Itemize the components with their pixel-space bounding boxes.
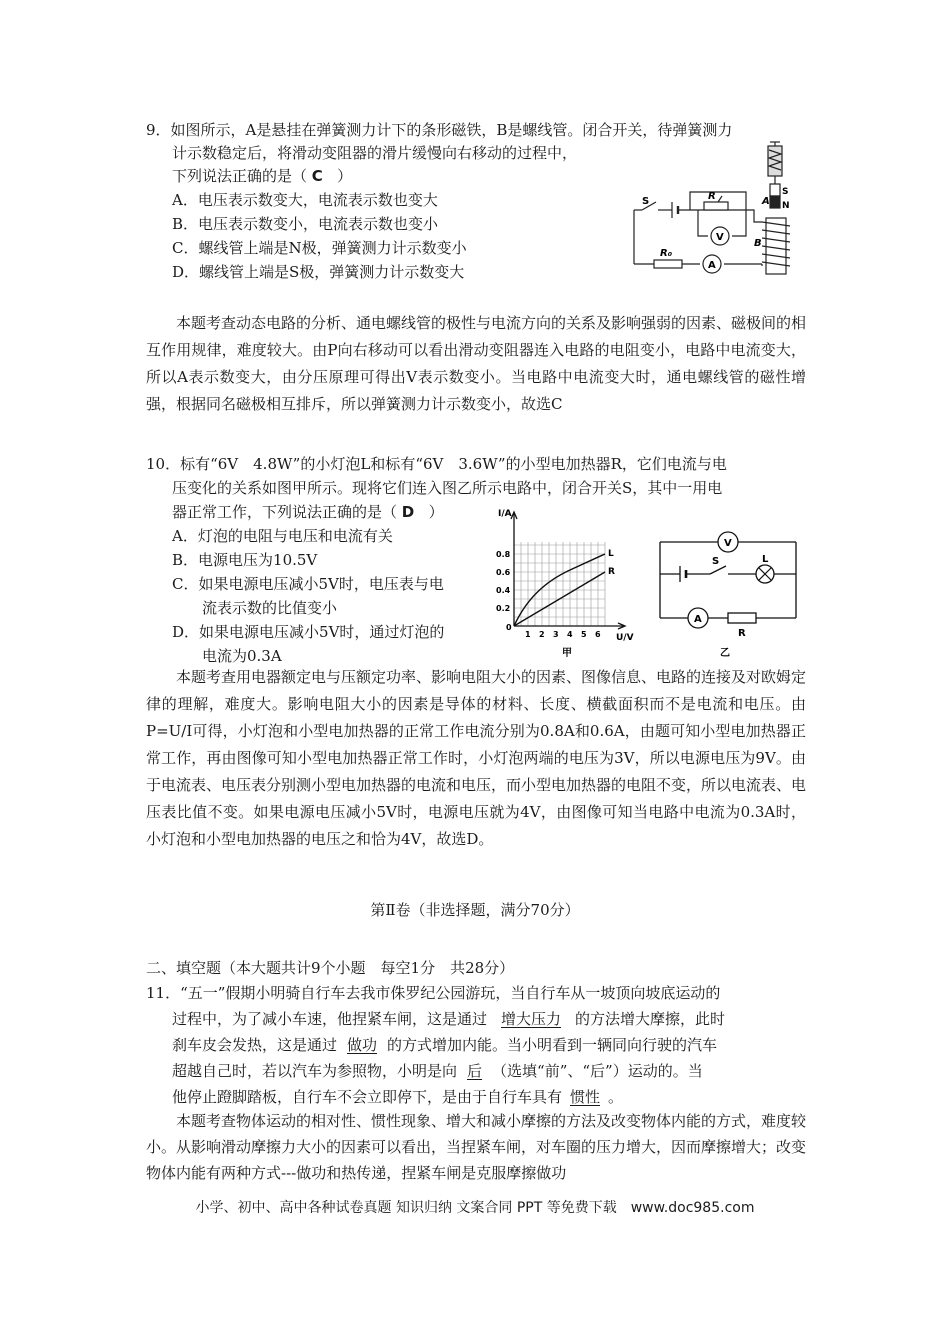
graph-caption: 甲 [562,648,572,659]
rheostat-label: R [708,191,716,202]
q10-option-c2: 流表示数的比值变小 [202,599,338,617]
q11-line4-a: 超越自己时，若以汽车为参照物，小明是向 [172,1062,458,1080]
fill-heading: 二、填空题（本大题共计9个小题 每空1分 共28分） [146,959,515,977]
section2-title: 第Ⅱ卷（非选择题，满分70分） [370,901,580,919]
solenoid [762,218,790,274]
graph-ylabel: I/A [498,509,512,519]
q9-option-a: A．电压表示数变大，电流表示数也变大 [172,191,438,209]
q10-wires [660,542,796,618]
xtick-6: 6 [595,630,601,639]
q11-blank-1: 增大压力 [501,1010,562,1028]
curve-l-label: L [608,549,614,559]
q11-line2 [172,1006,725,1032]
q11-line3 [172,1032,717,1058]
q11-line1: 11．“五一”假期小明骑自行车去我市侏罗纪公园游玩，当自行车从一坡顶向坡底运动的 [146,984,721,1002]
q10-circuit [656,528,802,662]
r0-label: R₀ [660,248,673,259]
xtick-2: 2 [539,630,545,639]
circuit-caption: 乙 [720,648,730,659]
q11-line4-b: （选填“前”、“后”）运动的。当 [492,1062,703,1080]
magnet-bottom [770,196,780,208]
q10-switch-label: S [712,556,720,567]
q10-graph [484,500,650,660]
q11-line2-a: 过程中，为了减小车速，他捏紧车闸，这是通过 [172,1010,488,1028]
lamp-label: L [762,554,769,565]
q10-stem-line1: 10．标有“6V 4.8W”的小灯泡L和标有“6V 3.6W”的小型电加热器R，它们电流与电 [146,455,727,473]
q10-option-d2: 电流为0.3A [202,647,282,665]
q10-stem-text: 器正常工作，下列说法正确的是（ [172,503,398,521]
q10-stem-close: ） [428,503,444,521]
q11-line3-a: 刹车皮会发热，这是通过 [172,1036,338,1054]
q9-circuit-figure [628,140,800,280]
q10-option-b: B．电源电压为10.5V [172,551,318,569]
q10-voltmeter-label: V [724,538,732,549]
q11-blank-2: 做功 [347,1036,378,1054]
q11-blank-3: 后 [467,1062,483,1080]
q10-explanation: 本题考查用电器额定电与压额定功率、影响电阻大小的因素、图像信息、电路的连接及对欧姆定律的理解，难度大。影响电阻大小的因素是导体的材料、长度、横截面积而不是电流和电压。由P=U/I可得，小灯泡和小型电加热器的正常工作电流分别为0.8A和0.6A，由题可知小型电加热器正常工作，再由图像可知小型电加热器正常工作时，小灯泡两端的电压为3V，所以电源电压为9V。由于电流表、电压表分别测小型电加热器的电流和电压，而小型电加热器的电阻不变，所以电流表、电压表比值不变。如果电源电压减小5V时，电源电压就为4V，由图像可知当电路中电流为0.3A时，小灯泡和小型电加热器的电压之和恰为4V，故选D。 [146,668,807,848]
magnet-top [770,184,780,196]
q10-stem-line2: 压变化的关系如图甲所示。现将它们连入图乙所示电路中，闭合开关S，其中一用电 [172,479,723,497]
q10-option-d1: D．如果电源电压减小5V时，通过灯泡的 [172,623,445,641]
label-a: A [762,196,770,207]
q11-line5-a: 他停止蹬脚踏板，自行车不会立即停下，是由于自行车具有 [172,1088,563,1106]
ammeter-label: A [708,260,716,271]
q11-blank-4: 惯性 [570,1088,601,1106]
graph-origin: 0 [506,623,512,632]
magnet-n-label: N [782,201,790,211]
q9-answer: C [311,167,323,185]
q9-wires [634,192,762,266]
q11-explanation: 本题考查物体运动的相对性、惯性现象、增大和减小摩擦的方法及改变物体内能的方式，难度较小。从影响滑动摩擦力大小的因素可以看出，当捏紧车闸，对车圈的压力增大，因而摩擦增大；改变物体内能有两种方式---做功和热传递，捏紧车闸是克服摩擦做功 [146,1112,807,1182]
ytick-06: 0.6 [496,568,511,577]
q10-option-a: A．灯泡的电阻与电压和电流有关 [172,527,393,545]
rheostat-r [704,202,728,210]
q9-stem-line1: 9．如图所示，A是悬挂在弹簧测力计下的条形磁铁，B是螺线管。闭合开关，待弹簧测力 [146,121,733,139]
ytick-04: 0.4 [496,586,511,595]
q11-line5-b: 。 [608,1088,624,1106]
rheostat-slider [718,196,722,202]
q9-stem-close: ） [337,167,353,185]
graph-grid [514,542,605,626]
xtick-5: 5 [581,630,587,639]
q10-ammeter-label: A [694,614,702,625]
q10-stem-line3 [172,500,444,524]
q9-option-d: D．螺线管上端是S极，弹簧测力计示数变大 [172,263,465,281]
q11-line3-b: 的方式增加内能。当小明看到一辆同向行驶的汽车 [387,1036,718,1054]
q9-explanation: 本题考查动态电路的分析、通电螺线管的极性与电流方向的关系及影响强弱的因素、磁极间的相互作用规律，难度较大。由P向右移动可以看出滑动变阻器连入电路的电阻变小，电路中电流变大，所以A表示数变大，由分压原理可得出V表示数变小。当电路中电流变大时，通电螺线管的磁性增强，根据同名磁极相互排斥，所以弹簧测力计示数变小，故选C [146,314,807,413]
q9-stem-text: 下列说法正确的是（ [172,167,308,185]
page-footer: 小学、初中、高中各种试卷真题 知识归纳 文案合同 PPT 等免费下载 www.doc985.com [195,1200,755,1216]
q9-stem-line2: 计示数稳定后，将滑动变阻器的滑片缓慢向右移动的过程中， [172,144,578,162]
q10-option-c1: C．如果电源电压减小5V时，电压表与电 [172,575,444,593]
xtick-1: 1 [525,630,531,639]
heater-r-label: R [738,628,746,639]
q9-stem-line3 [172,164,352,188]
label-b: B [754,238,762,249]
xtick-3: 3 [553,630,559,639]
graph-xlabel: U/V [616,633,634,643]
heater-r [728,613,756,623]
q11-line5 [172,1084,623,1110]
q11-line2-b: 的方法增大摩擦，此时 [575,1010,726,1028]
q9-option-b: B．电压表示数变小，电流表示数也变小 [172,215,439,233]
voltmeter-label: V [716,232,724,243]
ytick-08: 0.8 [496,550,511,559]
resistor-r0 [654,260,682,268]
magnet-s-label: S [782,187,789,197]
curve-r-label: R [608,567,615,577]
spring-scale [768,142,782,184]
q11-line4 [172,1058,703,1084]
xtick-4: 4 [567,630,573,639]
q10-answer: D [401,503,415,521]
ytick-02: 0.2 [496,604,511,613]
q9-option-c: C．螺线管上端是N极，弹簧测力计示数变小 [172,239,467,257]
switch-s-label: S [642,196,650,207]
